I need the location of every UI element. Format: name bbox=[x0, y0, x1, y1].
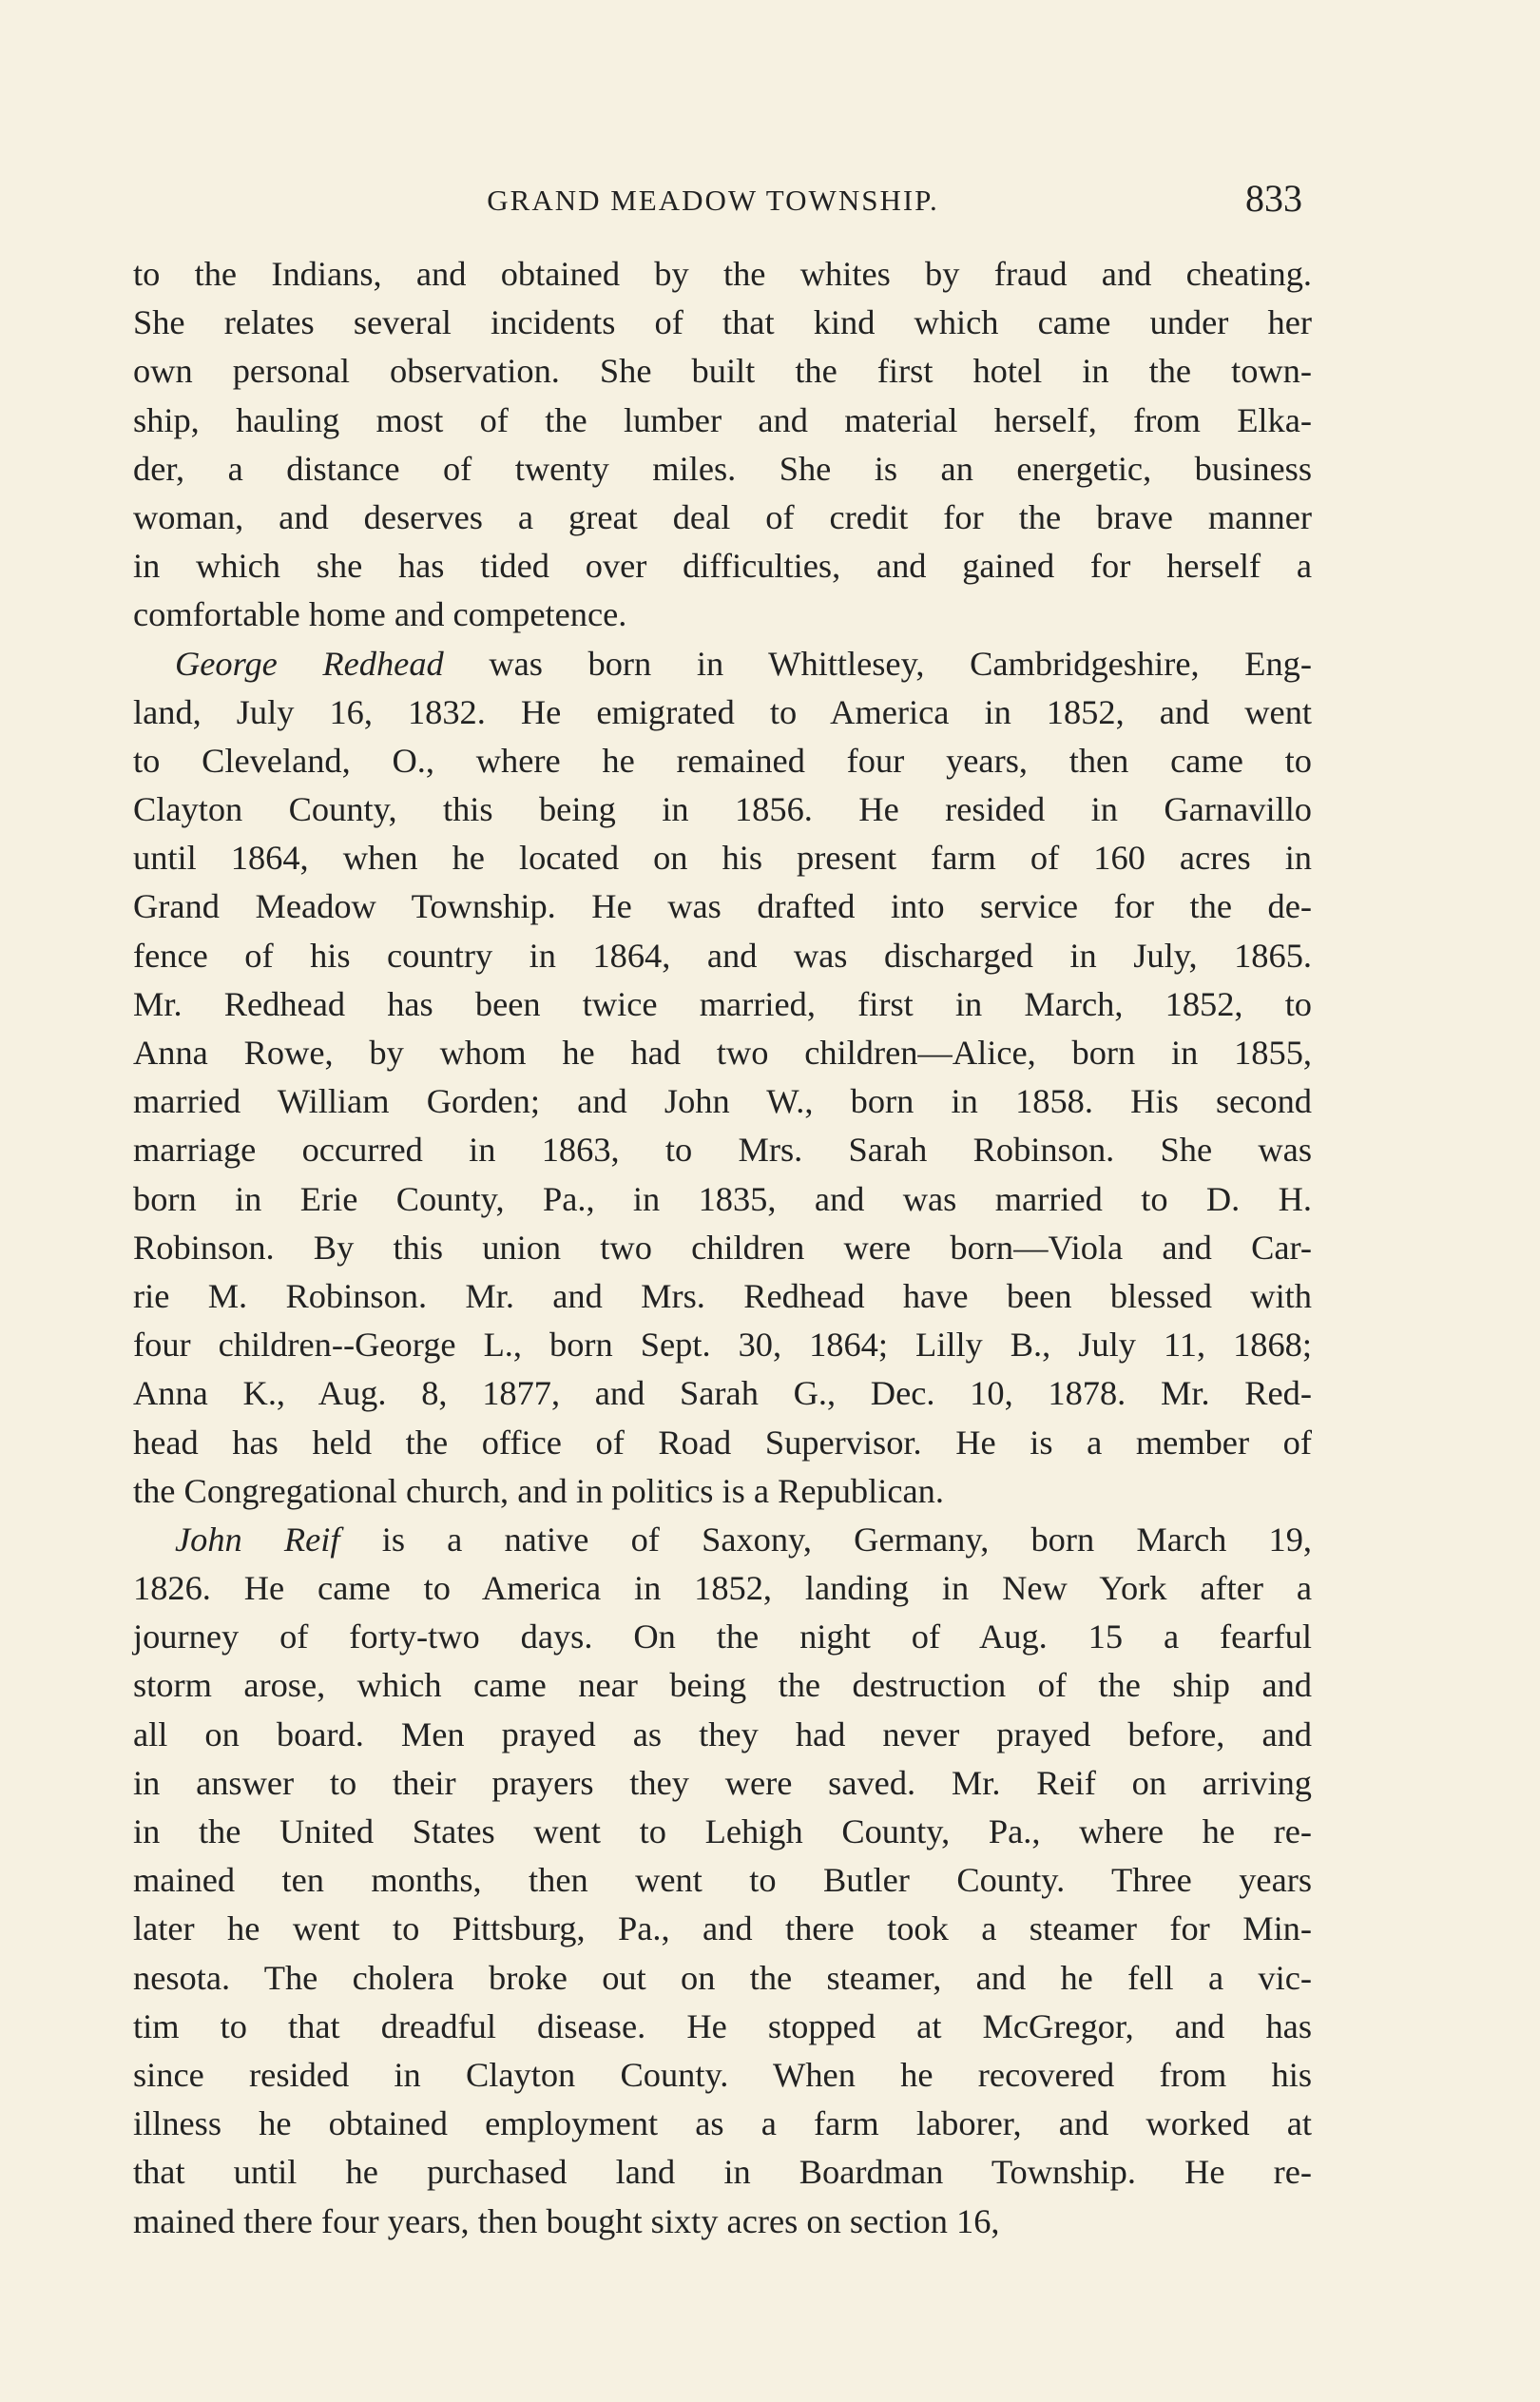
text-line bbox=[133, 932, 1312, 980]
line-text: later he went to Pittsburg, Pa., and there took a steamer for Min- bbox=[133, 1909, 1312, 1948]
person-name: George Redhead bbox=[175, 644, 444, 683]
text-line bbox=[133, 1564, 1312, 1613]
text-line bbox=[133, 1905, 1312, 1953]
text-line bbox=[133, 1467, 1312, 1516]
text-line bbox=[133, 2100, 1312, 2148]
text-line bbox=[133, 250, 1312, 299]
text-line bbox=[133, 834, 1312, 882]
line-text: in answer to their prayers they were saved. Mr. Reif on arriving bbox=[133, 1763, 1312, 1802]
line-text: all on board. Men prayed as they had never prayed before, and bbox=[133, 1714, 1312, 1753]
running-head bbox=[124, 176, 1302, 223]
line-text: storm arose, which came near being the destruction of the ship and bbox=[133, 1666, 1312, 1705]
paragraph bbox=[133, 250, 1312, 640]
line-text: mained ten months, then went to Butler County. Three years bbox=[133, 1861, 1312, 1900]
line-text: Anna Rowe, by whom he had two children—Alice, born in 1855, bbox=[133, 1034, 1312, 1072]
text-line bbox=[133, 542, 1312, 591]
text-line bbox=[133, 1856, 1312, 1905]
line-text: until 1864, when he located on his present farm of 160 acres in bbox=[133, 839, 1312, 878]
line-text: ship, hauling most of the lumber and material herself, from Elka- bbox=[133, 400, 1312, 439]
text-line bbox=[133, 737, 1312, 785]
paragraph bbox=[133, 1516, 1312, 2246]
text-line bbox=[133, 1029, 1312, 1077]
line-text: nesota. The cholera broke out on the steamer, and he fell a vic- bbox=[133, 1958, 1312, 1997]
line-text: was born in Whittlesey, Cambridgeshire, Eng- bbox=[443, 644, 1312, 683]
line-text: mained there four years, then bought sixty acres on section 16, bbox=[133, 2201, 1000, 2240]
line-text: that until he purchased land in Boardman Township. He re- bbox=[133, 2153, 1312, 2192]
text-line bbox=[133, 785, 1312, 834]
line-text: Anna K., Aug. 8, 1877, and Sarah G., Dec. 10, 1878. Mr. Red- bbox=[133, 1374, 1312, 1413]
text-line bbox=[133, 1272, 1312, 1321]
line-text: comfortable home and competence. bbox=[133, 595, 627, 634]
text-line bbox=[133, 980, 1312, 1029]
text-line bbox=[133, 445, 1312, 494]
text-line bbox=[133, 397, 1312, 445]
line-text: der, a distance of twenty miles. She is an energetic, business bbox=[133, 449, 1312, 488]
line-text: four children--George L., born Sept. 30, 1864; Lilly B., July 11, 1868; bbox=[133, 1326, 1312, 1365]
text-line bbox=[133, 688, 1312, 737]
running-title: GRAND MEADOW TOWNSHIP. bbox=[487, 184, 939, 217]
text-line bbox=[133, 494, 1312, 542]
text-line bbox=[133, 1175, 1312, 1224]
text-line bbox=[133, 1321, 1312, 1369]
line-text: She relates several incidents of that kind which came under her bbox=[133, 303, 1312, 342]
line-text: to the Indians, and obtained by the whites by fraud and cheating. bbox=[133, 255, 1312, 293]
line-text: is a native of Saxony, Germany, born March 19, bbox=[339, 1520, 1313, 1559]
line-text: the Congregational church, and in politics is a Republican. bbox=[133, 1471, 944, 1510]
text-line bbox=[133, 591, 1312, 639]
text-line bbox=[133, 1224, 1312, 1272]
line-text: in which she has tided over difficulties, and gained for herself a bbox=[133, 547, 1312, 586]
body-text bbox=[133, 250, 1312, 2246]
text-line bbox=[133, 1808, 1312, 1856]
line-text: 1826. He came to America in 1852, landing in New York after a bbox=[133, 1569, 1312, 1608]
line-text: Grand Meadow Township. He was drafted into service for the de- bbox=[133, 887, 1312, 926]
line-text: to Cleveland, O., where he remained four years, then came to bbox=[133, 741, 1312, 780]
line-text: head has held the office of Road Supervisor. He is a member of bbox=[133, 1423, 1312, 1462]
line-text: marriage occurred in 1863, to Mrs. Sarah Robinson. She was bbox=[133, 1131, 1312, 1170]
text-line bbox=[133, 299, 1312, 347]
line-text: Clayton County, this being in 1856. He resided in Garnavillo bbox=[133, 790, 1312, 829]
line-text: born in Erie County, Pa., in 1835, and was married to D. H. bbox=[133, 1179, 1312, 1218]
text-line bbox=[133, 347, 1312, 396]
text-line bbox=[133, 1369, 1312, 1418]
line-text: Mr. Redhead has been twice married, first in March, 1852, to bbox=[133, 984, 1312, 1023]
text-line bbox=[133, 2003, 1312, 2051]
line-text: in the United States went to Lehigh County, Pa., where he re- bbox=[133, 1812, 1312, 1850]
text-line bbox=[133, 1613, 1312, 1661]
text-line bbox=[133, 2198, 1312, 2246]
text-line bbox=[133, 1954, 1312, 2003]
line-text: Robinson. By this union two children were born—Viola and Car- bbox=[133, 1228, 1312, 1267]
text-line bbox=[133, 1516, 1312, 1564]
line-text: married William Gorden; and John W., born in 1858. His second bbox=[133, 1082, 1312, 1121]
line-text: rie M. Robinson. Mr. and Mrs. Redhead have been blessed with bbox=[133, 1276, 1312, 1315]
line-text: tim to that dreadful disease. He stopped at McGregor, and has bbox=[133, 2006, 1312, 2045]
page-number: 833 bbox=[1245, 177, 1302, 220]
text-line bbox=[133, 2148, 1312, 2197]
line-text: journey of forty-two days. On the night of Aug. 15 a fearful bbox=[133, 1617, 1312, 1656]
line-text: fence of his country in 1864, and was discharged in July, 1865. bbox=[133, 936, 1312, 975]
person-name: John Reif bbox=[175, 1520, 340, 1559]
line-text: woman, and deserves a great deal of credit for the brave manner bbox=[133, 497, 1312, 536]
text-line bbox=[133, 1661, 1312, 1710]
line-text: illness he obtained employment as a farm laborer, and worked at bbox=[133, 2104, 1312, 2143]
text-line bbox=[133, 640, 1312, 688]
text-line bbox=[133, 1759, 1312, 1808]
text-line bbox=[133, 1711, 1312, 1759]
text-line bbox=[133, 2051, 1312, 2100]
text-line bbox=[133, 1419, 1312, 1467]
paragraph bbox=[133, 640, 1312, 1516]
line-text: since resided in Clayton County. When he recovered from his bbox=[133, 2055, 1312, 2094]
line-text: own personal observation. She built the first hotel in the town- bbox=[133, 352, 1312, 391]
text-line bbox=[133, 882, 1312, 931]
text-line bbox=[133, 1126, 1312, 1174]
line-text: land, July 16, 1832. He emigrated to America in 1852, and went bbox=[133, 692, 1312, 731]
text-line bbox=[133, 1077, 1312, 1126]
